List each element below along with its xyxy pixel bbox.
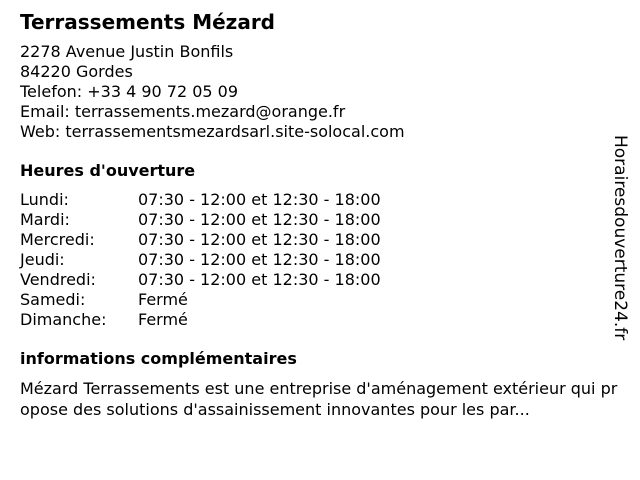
day-time: Fermé bbox=[138, 290, 188, 309]
day-label: Dimanche: bbox=[20, 310, 107, 329]
hours-row bbox=[20, 250, 620, 270]
city-address: 84220 Gordes bbox=[20, 62, 133, 81]
day-label: Lundi: bbox=[20, 190, 69, 209]
business-name: Terrassements Mézard bbox=[20, 10, 275, 34]
day-time: 07:30 - 12:00 et 12:30 - 18:00 bbox=[138, 270, 381, 289]
hours-row bbox=[20, 210, 620, 230]
web-line: Web: terrassementsmezardsarl.site-solocal.com bbox=[20, 122, 405, 141]
street-address: 2278 Avenue Justin Bonfils bbox=[20, 42, 234, 61]
day-time: 07:30 - 12:00 et 12:30 - 18:00 bbox=[138, 250, 381, 269]
email-line: Email: terrassements.mezard@orange.fr bbox=[20, 102, 346, 121]
hours-row bbox=[20, 310, 620, 330]
day-label: Vendredi: bbox=[20, 270, 96, 289]
info-title: informations complémentaires bbox=[20, 349, 297, 368]
phone-line: Telefon: +33 4 90 72 05 09 bbox=[20, 82, 239, 101]
contact-block bbox=[20, 42, 620, 142]
day-time: 07:30 - 12:00 et 12:30 - 18:00 bbox=[138, 210, 381, 229]
day-time: 07:30 - 12:00 et 12:30 - 18:00 bbox=[138, 230, 381, 249]
opening-hours-list bbox=[20, 190, 620, 330]
hours-title: Heures d'ouverture bbox=[20, 161, 196, 180]
day-time: Fermé bbox=[138, 310, 188, 329]
business-card bbox=[20, 10, 620, 420]
day-label: Samedi: bbox=[20, 290, 86, 309]
day-time: 07:30 - 12:00 et 12:30 - 18:00 bbox=[138, 190, 381, 209]
day-label: Jeudi: bbox=[20, 250, 65, 269]
hours-row bbox=[20, 290, 620, 310]
info-text: Mézard Terrassements est une entreprise d'aménagement extérieur qui propose des solutions d'assainissement innovantes pour les par... bbox=[20, 379, 618, 419]
hours-row bbox=[20, 190, 620, 210]
brand-watermark: Horairesdouverture24.fr bbox=[610, 135, 630, 341]
hours-row bbox=[20, 270, 620, 290]
day-label: Mercredi: bbox=[20, 230, 95, 249]
day-label: Mardi: bbox=[20, 210, 70, 229]
hours-row bbox=[20, 230, 620, 250]
